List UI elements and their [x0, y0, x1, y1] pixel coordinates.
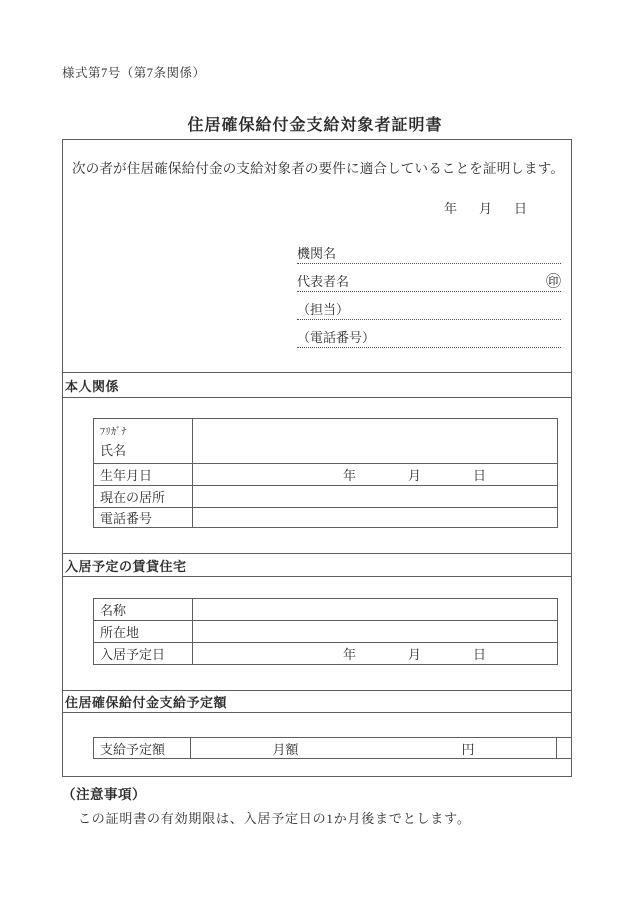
table-row [94, 599, 557, 620]
notes-heading: （注意事項） [62, 787, 146, 802]
housing-address-field [193, 621, 557, 642]
housing-table [93, 598, 558, 665]
yen-unit-label: 円 [461, 741, 475, 757]
representative-line [297, 264, 561, 292]
certification-statement: 次の者が住居確保給付金の支給対象者の要件に適合していることを証明します。 [72, 161, 565, 176]
form-number: 様式第7号（第7条関係） [62, 66, 206, 80]
notes-body: この証明書の有効期限は、入居予定日の1か月後までとします。 [78, 811, 471, 826]
issue-day-label: 日 [513, 201, 527, 216]
housing-name-field [193, 599, 557, 620]
certificate-box [62, 139, 572, 777]
organization-label: 機関名 [297, 246, 337, 261]
payment-table [93, 737, 572, 759]
furigana-label: ﾌﾘｶﾞﾅ [100, 427, 127, 438]
movein-month-label: 月 [408, 647, 422, 662]
table-row [94, 463, 557, 485]
form-title: 住居確保給付金支給対象者証明書 [187, 117, 443, 134]
issue-year-label: 年 [443, 201, 457, 216]
section-header-personal: 本人関係 [62, 372, 572, 398]
section-header-payment: 住居確保給付金支給予定額 [62, 690, 572, 713]
residence-field [193, 486, 557, 507]
payment-amount-label: 支給予定額 [94, 738, 191, 758]
residence-label: 現在の居所 [94, 486, 193, 507]
birthdate-label: 生年月日 [94, 464, 193, 485]
phone-label: （電話番号） [297, 330, 376, 345]
payment-tail-cell [556, 738, 571, 758]
movein-day-label: 日 [473, 647, 487, 662]
contact-label: （担当） [297, 302, 350, 317]
table-row [94, 419, 557, 463]
birth-year-label: 年 [343, 468, 357, 483]
table-row [94, 507, 557, 527]
housing-name-label: 名称 [94, 599, 193, 620]
contact-line [297, 292, 561, 320]
name-label: 氏名 [100, 443, 127, 458]
birthdate-field [193, 464, 557, 485]
issuer-block [297, 236, 561, 348]
payment-amount-field [191, 738, 556, 758]
issue-date-line [444, 198, 527, 217]
housing-address-label: 所在地 [94, 621, 193, 642]
movein-year-label: 年 [343, 647, 357, 662]
name-field [193, 419, 557, 463]
personal-table [93, 418, 558, 528]
issue-month-label: 月 [478, 201, 492, 216]
furigana-name-label-cell [94, 419, 193, 463]
table-row [94, 642, 557, 664]
monthly-amount-label: 月額 [272, 741, 299, 757]
personal-phone-label: 電話番号 [94, 508, 193, 527]
table-row [94, 485, 557, 507]
personal-phone-field [193, 508, 557, 527]
birth-month-label: 月 [408, 468, 422, 483]
seal-icon: ㊞ [545, 274, 561, 290]
representative-label: 代表者名 [297, 274, 350, 289]
section-header-housing: 入居予定の賃貸住宅 [62, 553, 572, 577]
table-row [94, 620, 557, 642]
movein-date-label: 入居予定日 [94, 643, 193, 664]
movein-date-field [193, 643, 557, 664]
phone-line [297, 320, 561, 348]
birth-day-label: 日 [473, 468, 487, 483]
organization-line [297, 236, 561, 264]
